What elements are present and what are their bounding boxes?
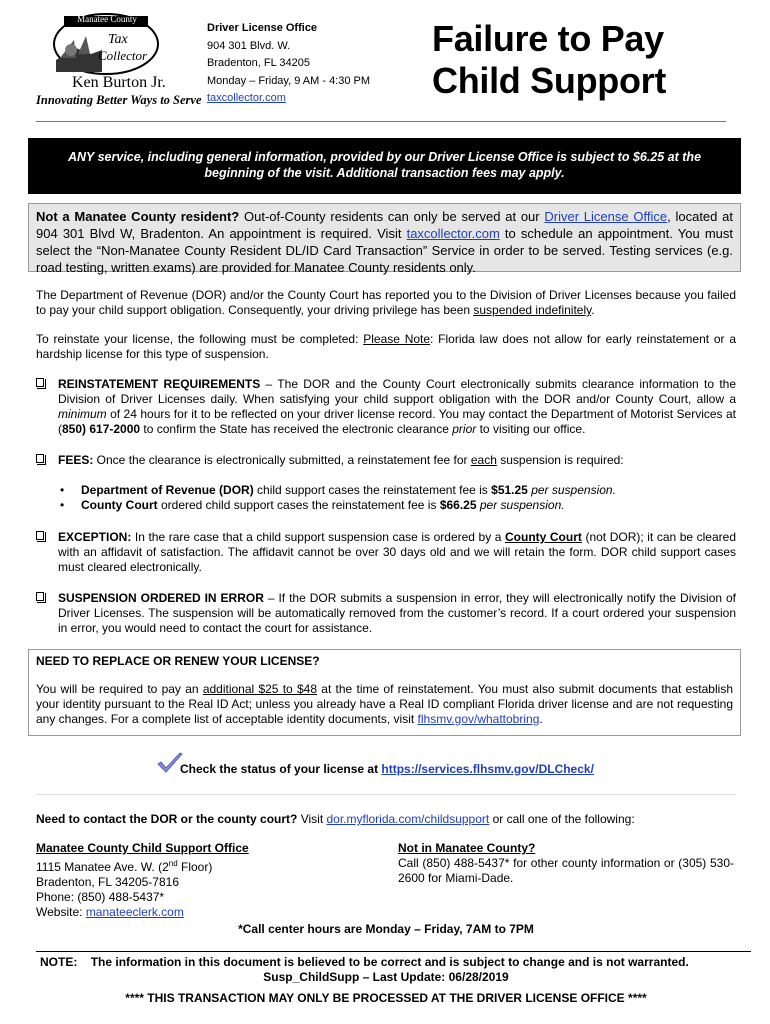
manatee-office-title: Manatee County Child Support Office bbox=[36, 841, 249, 855]
page-title bbox=[432, 18, 666, 102]
note-line bbox=[40, 955, 740, 969]
reinstatement-text3: to confirm the State has received the electronic clearance bbox=[140, 422, 453, 436]
license-box-body bbox=[29, 668, 740, 727]
contact-text1: Visit bbox=[297, 812, 327, 826]
office-address1: 904 301 Blvd. W. bbox=[207, 39, 291, 52]
reinstatement-text2: of 24 hours for it to be reflected on your driver license record. You may contact the Department of Motorist Services at ( bbox=[58, 407, 736, 436]
contact-line bbox=[36, 812, 736, 826]
reinstatement-text4: to visiting our office. bbox=[476, 422, 586, 436]
office-name: Driver License Office bbox=[207, 22, 318, 34]
fee-court-head: County Court bbox=[81, 498, 158, 512]
replace-renew-box bbox=[28, 649, 741, 736]
office-info bbox=[207, 20, 370, 108]
fee-court-text: ordered child support cases the reinstatement fee is bbox=[157, 498, 440, 512]
fees-each: each bbox=[470, 453, 497, 467]
manatee-office-city: Bradenton, FL 34205-7816 bbox=[36, 875, 179, 889]
header-divider bbox=[36, 121, 726, 122]
note-label: NOTE: bbox=[40, 955, 78, 969]
other-county-text: Call (850) 488-5437* for other county information or (305) 530-2600 for Miami-Dade. bbox=[398, 856, 734, 885]
reinstatement-requirements bbox=[36, 377, 736, 437]
footer-divider bbox=[36, 951, 751, 952]
reinstate-note bbox=[36, 332, 736, 362]
resident-text3: to schedule an appointment. You must select the “Non-Manatee County Resident DL/ID Card Transaction” Service in order to be served. Testing services (e.g. road testing, written exams) are provided for Manatee County residents only. bbox=[36, 226, 734, 275]
fee-court-amount: $66.25 bbox=[439, 498, 477, 512]
office-website-link[interactable]: taxcollector.com bbox=[207, 92, 286, 104]
whattobring-link[interactable]: flhsmv.gov/whattobring bbox=[417, 712, 540, 726]
fees-list bbox=[36, 483, 736, 513]
manatee-office-address-a: 1115 Manatee Ave. W. (2 bbox=[36, 860, 169, 874]
fees-text1: Once the clearance is electronically submitted, a reinstatement fee for bbox=[93, 453, 471, 467]
fee-dor-amount: $51.25 bbox=[491, 483, 528, 497]
fee-item-court bbox=[36, 498, 736, 513]
exception-text2: (not DOR); it can be cleared with an affidavit of satisfaction. The affidavit cannot be over 30 days old and we will retain the form. DOR child support cases must cleared electronically. bbox=[58, 530, 736, 574]
fee-item-dor bbox=[36, 483, 736, 498]
logo-tax: Tax bbox=[108, 32, 128, 47]
note-text: The information in this document is believed to be correct and is subject to change and is not warranted. bbox=[90, 955, 689, 969]
fee-dor-head: Department of Revenue (DOR) bbox=[81, 483, 254, 497]
fees-section bbox=[36, 453, 736, 468]
dor-childsupport-link[interactable]: dor.myflorida.com/childsupport bbox=[326, 812, 490, 826]
footer-warning: **** THIS TRANSACTION MAY ONLY BE PROCESSED AT THE DRIVER LICENSE OFFICE **** bbox=[125, 991, 647, 1005]
fee-court-per: per suspension. bbox=[476, 498, 565, 512]
checkbox-icon bbox=[36, 378, 44, 387]
exception-county-court: County Court bbox=[505, 530, 582, 544]
manatee-office-phone: Phone: (850) 488-5437* bbox=[36, 890, 165, 904]
office-address2: Bradenton, FL 34205 bbox=[207, 57, 310, 69]
license-box-additional: additional $25 to $48 bbox=[202, 682, 318, 696]
check-status-line bbox=[180, 762, 594, 776]
contact-text2: or call one of the following: bbox=[489, 812, 635, 826]
reinstatement-phone: 850) 617-2000 bbox=[62, 422, 141, 436]
service-fee-banner bbox=[28, 138, 741, 194]
tax-collector-logo bbox=[36, 10, 202, 110]
section-divider bbox=[36, 794, 736, 795]
manatee-office-address-sup: nd bbox=[168, 859, 178, 868]
intro-suspended: suspended indefinitely bbox=[473, 303, 592, 317]
resident-lead: Not a Manatee County resident? bbox=[36, 209, 240, 224]
fee-dor-text: child support cases the reinstatement fee is bbox=[253, 483, 492, 497]
title-line2: Child Support bbox=[432, 60, 667, 101]
error-head: SUSPENSION ORDERED IN ERROR bbox=[58, 591, 264, 605]
driver-license-office-link[interactable]: Driver License Office bbox=[544, 209, 668, 224]
non-resident-box bbox=[28, 203, 741, 275]
reinstatement-minimum: minimum bbox=[58, 407, 107, 421]
error-section bbox=[36, 591, 736, 636]
license-box-text2: at the time of reinstatement. You must also submit documents that establish your identity pursuant to the Real ID Act; unless you already have a Real ID compliant Florida driver license and are not requesting any changes. For a complete list of acceptable identity documents, visit bbox=[36, 682, 733, 726]
contact-lead: Need to contact the DOR or the county court? bbox=[36, 812, 298, 826]
last-update: Susp_ChildSupp – Last Update: 06/28/2019 bbox=[263, 970, 509, 984]
manatee-office-contact bbox=[36, 841, 366, 920]
reinstate-text2: : Florida law does not allow for early reinstatement or a hardship license for this type of suspension. bbox=[36, 332, 737, 361]
reinstate-text1: To reinstate your license, the following must be completed: bbox=[36, 332, 364, 346]
logo-slogan: Innovating Better Ways to Serve bbox=[36, 93, 202, 107]
checkbox-icon bbox=[36, 592, 44, 601]
check-status-text: Check the status of your license at bbox=[180, 762, 382, 776]
manatee-office-address-b: Floor) bbox=[177, 860, 213, 874]
checkbox-icon bbox=[36, 454, 44, 463]
reinstatement-text1: – The DOR and the County Court electronically submits clearance information to the Division of Driver Licenses daily. When satisfying your child support obligation with the DOR and/or County Court, allow a bbox=[58, 377, 737, 406]
call-center-hours: *Call center hours are Monday – Friday, 7AM to 7PM bbox=[238, 922, 534, 936]
taxcollector-link[interactable]: taxcollector.com bbox=[406, 226, 500, 241]
resident-text2: , located at 904 301 Blvd W, Bradenton. An appointment is required. Visit bbox=[36, 209, 733, 241]
logo-name: Ken Burton Jr. bbox=[72, 74, 166, 91]
manateeclerk-link[interactable]: manateeclerk.com bbox=[85, 905, 184, 919]
fees-head: FEES: bbox=[58, 453, 94, 467]
reinstatement-prior: prior bbox=[452, 422, 477, 436]
intro-paragraph bbox=[36, 288, 736, 318]
error-text1: – If the DOR submits a suspension in error, they will electronically notify the Division of Driver Licenses. The suspension will be automatically removed from the customer’s record. If a court ordered your suspension in error, you would need to contact the court for assistance. bbox=[58, 591, 736, 635]
reinstatement-head: REINSTATEMENT REQUIREMENTS bbox=[58, 377, 261, 391]
intro-text2: . bbox=[591, 303, 595, 317]
other-county-title: Not in Manatee County? bbox=[398, 841, 536, 855]
other-county-contact bbox=[398, 841, 734, 886]
logo-collector: Collector bbox=[98, 48, 148, 63]
resident-text1: Out-of-County residents can only be served at our bbox=[239, 209, 545, 224]
fee-dor-per: per suspension. bbox=[527, 483, 616, 497]
dlcheck-link[interactable]: https://services.flhsmv.gov/DLCheck/ bbox=[381, 762, 594, 776]
fees-text2: suspension is required: bbox=[496, 453, 624, 467]
exception-head: EXCEPTION: bbox=[58, 530, 132, 544]
license-box-text1: You will be required to pay an bbox=[36, 682, 203, 696]
exception-section bbox=[36, 530, 736, 575]
checkbox-icon bbox=[36, 531, 44, 540]
title-line1: Failure to Pay bbox=[432, 18, 664, 59]
logo-county: Manatee County bbox=[77, 14, 137, 24]
intro-text1: The Department of Revenue (DOR) and/or the County Court has reported you to the Division of Driver Licenses because you failed to pay your child support obligation. Consequently, your driving privilege has been bbox=[36, 288, 736, 317]
office-hours: Monday – Friday, 9 AM - 4:30 PM bbox=[207, 74, 371, 87]
please-note: Please Note bbox=[363, 332, 431, 346]
license-box-text3: . bbox=[539, 712, 543, 726]
exception-text1: In the rare case that a child support suspension case is ordered by a bbox=[131, 530, 505, 544]
banner-line1: ANY service, including general information, provided by our Driver License Office is subject to $6.25 at the bbox=[67, 150, 702, 164]
license-box-head: NEED TO REPLACE OR RENEW YOUR LICENSE? bbox=[36, 654, 320, 668]
banner-line2: beginning of the visit. Additional transaction fees may apply. bbox=[204, 166, 565, 180]
manatee-office-website-label: Website: bbox=[36, 905, 86, 919]
